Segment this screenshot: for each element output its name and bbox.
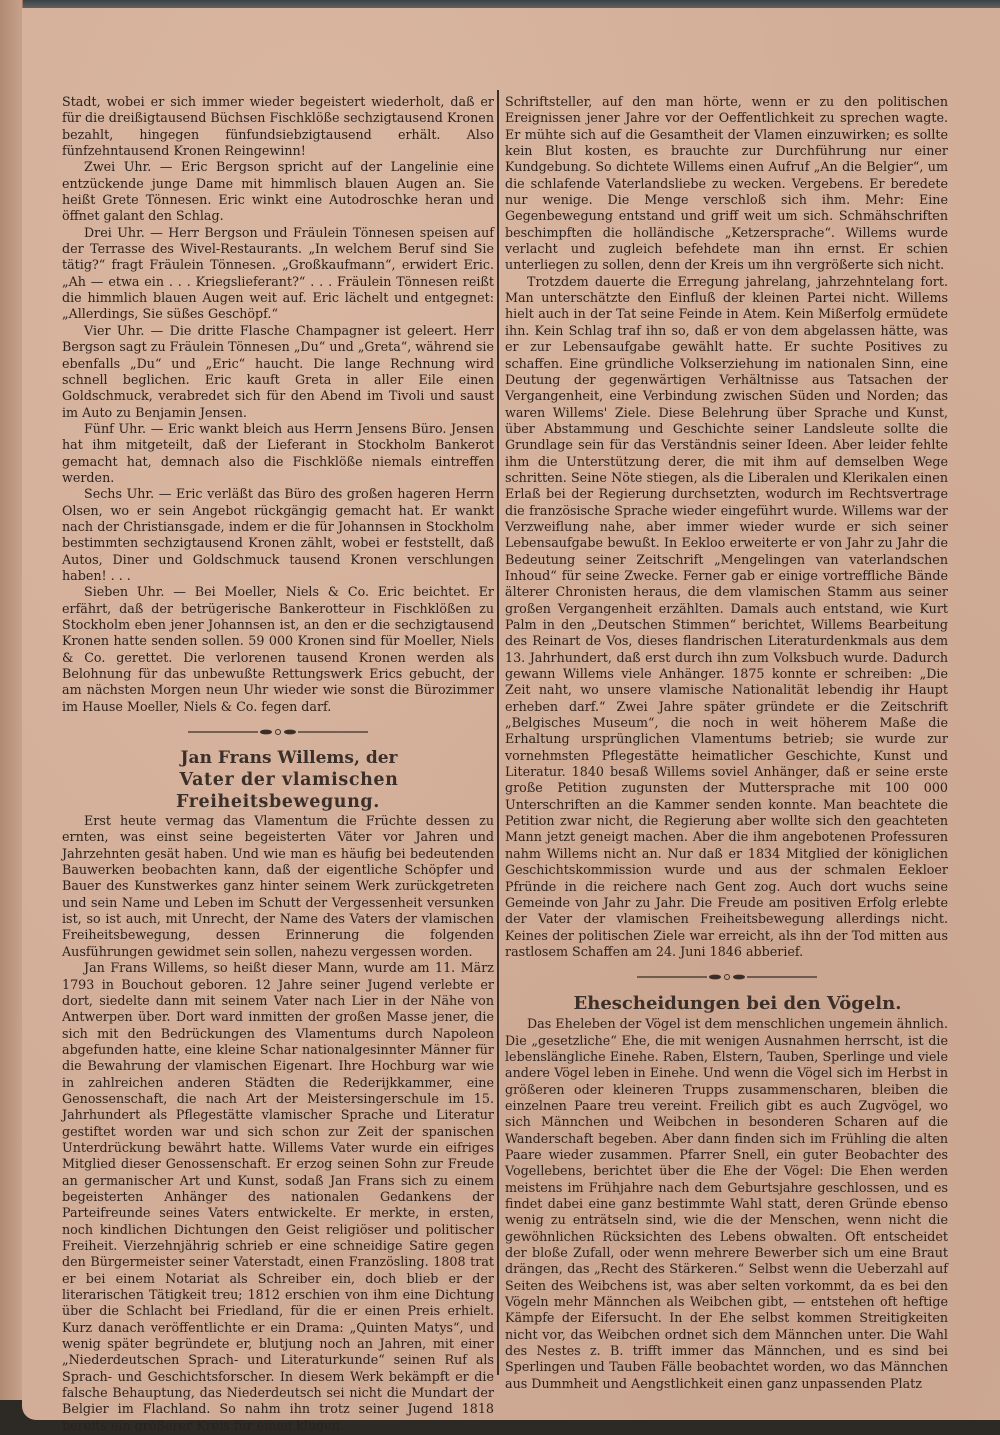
story-paragraph: Vier Uhr. — Die dritte Flasche Champagner ist geleert. Herr Bergson sagt zu Fräulein Tönnesen „Du“ und „Greta“, während sie ebenfalls „Du“ und „Eric“ haucht. Die lange Rechnung wird schnell beglichen. Eric kauft Greta in aller Eile einen Goldschmuck, verabredet sich für den Abend im Tivoli und saust im Auto zu Benjamin Jensen. bbox=[62, 322, 494, 420]
story-paragraph: Stadt, wobei er sich immer wieder begeistert wiederholt, daß er für die dreißigtausend Büchsen Fischklöße sechzigtausend Kronen bezahlt, hingegen fünfundsiebzigtausend erhält. Also fünfzehntausend Kronen Reingewinn! bbox=[62, 94, 494, 159]
column-divider bbox=[497, 90, 499, 1375]
right-column bbox=[505, 94, 948, 1392]
story-paragraph: Sechs Uhr. — Eric verläßt das Büro des großen hageren Herrn Olsen, wo er sein Angebot rückgängig gemacht hat. Er wankt nach der Christiansgade, indem er die für Johannsen in Stockholm bestimmten sechzigtausend Kronen zählt, wobei er feststellt, daß Autos, Diner und Goldschmuck tausend Kronen verschlungen haben! . . . bbox=[62, 486, 494, 583]
story-paragraph: Drei Uhr. — Herr Bergson und Fräulein Tönnesen speisen auf der Terrasse des Wivel-Restaurants. „In welchem Beruf sind Sie tätig?“ fragt Fräulein Tönnesen. „Großkaufmann“, erwidert Eric. „Ah — etwa ein . . . Kriegslieferant?“ . . . Fräulein Tönnesen reißt die himmlich blauen Augen weit auf. Eric lächelt und entgegnet: „Allerdings, Sie süßes Geschöpf.“ bbox=[62, 224, 494, 322]
ornamental-divider bbox=[188, 727, 368, 737]
second-article-title: Ehescheidungen bei den Vögeln. bbox=[573, 993, 902, 1015]
story-paragraph: Zwei Uhr. — Eric Bergson spricht auf der Langelinie eine entzückende junge Dame mit himmlisch blauen Augen an. Sie heißt Grete Tönnesen. Eric winkt eine Autodroschke heran und öffnet galant den Schlag. bbox=[62, 159, 494, 224]
article-paragraph: Schriftsteller, auf den man hörte, wenn er zu den politischen Ereignissen jener Jahre vor der Oeffentlichkeit zu sprechen wagte. Er mühte sich auf die Gesamtheit der Vlamen einzuwirken; es sollte kein Blut kosten, es brauchte zur Durchführung nur einer Kundgebung. So dichtete Willems einen Aufruf „An die Belgier“, um die schlafende Vaterlandsliebe zu wecken. Vergebens. Er beredete nur wenige. Die Menge verschloß sich ihm. Mehr: Eine Gegenbewegung entstand und griff weit um sich. Schmähschriften beschimpften die holländische „Ketzersprache“. Willems wurde verlacht und zugleich befehdete man ihn ernst. Er schien unterliegen zu sollen, denn der Kreis um ihn vergrößerte sich nicht. bbox=[505, 94, 948, 273]
ornamental-divider bbox=[637, 972, 817, 982]
article-paragraph: Trotzdem dauerte die Erregung jahrelang, jahrzehntelang fort. Man unterschätzte den Einfluß der kleinen Partei nicht. Willems hielt auch in der Tat seine Feinde in Atem. Kein Mißerfolg ermüdete ihn. Kein Schlag traf ihn so, daß er von dem abgelassen hätte, was er zur Lebensaufgabe gewählt hatte. Er suchte Positives zu schaffen. Eine gründliche Volkserziehung im nationalen Sinn, eine Deutung der gegenwärtigen Verhältnisse aus Tatsachen der Vergangenheit, eine Verbindung zwischen Süden und Norden; das waren Willems' Ziele. Diese Belehrung über Sprache und Kunst, über Abstammung und Geschichte seiner Landsleute sollte die Grundlage sein für das Verständnis seiner Ideen. Aber leider fehlte ihm die Unterstützung derer, die mit ihm auf demselben Wege schritten. Seine Nöte stiegen, als die Liberalen und Klerikalen einen Erlaß bei der Regierung durchsetzten, wodurch im Rechtsvertrage die französische Sprache wieder eingeführt wurde. Willems war der Verzweiflung nahe, aber immer wieder wurde er sich seiner Lebensaufgabe bewußt. In Eekloo erweiterte er von Jahr zu Jahr die Bedeutung seiner Zeitschrift „Mengelingen van vaterlandschen Inhoud“ für seine Zwecke. Ferner gab er einige vortreffliche Bände älterer Chronisten heraus, die dem vlamischen Stamm aus seiner großen Vergangenheit erzählten. Damals auch entstand, wie Kurt Palm in den „Deutschen Stimmen“ berichtet, Willems Bearbeitung des Reinart de Vos, dieses flandrischen Literaturdenkmals aus dem 13. Jahrhundert, daß erst durch ihn zum Volksbuch wurde. Dadurch gewann Willems viele Anhänger. 1875 konnte er schreiben: „Die Zeit naht, wo unsere vlamische Nationalität lebendig ihr Haupt erheben darf.“ Zwei Jahre später gründete er die Zeitschrift „Belgisches Museum“, die noch in weit höherem Maße die Erhaltung ursprünglichen Vlamentums betrieb; sie wurde zur vornehmsten Pflegestätte heimatlicher Geschichte, Kunst und Literatur. 1840 besaß Willems soviel Anhänger, daß er seine erste große Petition zugunsten der Muttersprache mit 100 000 Unterschriften an die Kammer senden konnte. Man beachtete die Petition zwar nicht, die Regierung aber wollte sich den geachteten Mann jetzt geneigt machen. Aber die ihm angebotenen Professuren nahm Willems nicht an. Nur daß er 1834 Mitglied der königlichen Geschichtskommission wurde und aus der schmalen Eekloer Pfründe in die reichere nach Gent zog. Auch dort wuchs seine Gemeinde von Jahr zu Jahr. Die Freude am positiven Erfolg erlebte der Vater der vlamischen Freiheitsbewegung allerdings nicht. Keines der politischen Ziele war erreicht, als ihn der Tod mitten aus rastlosem Schaffen am 24. Juni 1846 abberief. bbox=[505, 273, 948, 959]
newspaper-page bbox=[22, 8, 1000, 1433]
left-column bbox=[62, 94, 494, 1434]
story-paragraph: Sieben Uhr. — Bei Moeller, Niels & Co. Eric beichtet. Er erfährt, daß der betrügerische Bankerotteur in Fischklößen zu Stockholm eben jener Johannsen ist, an den er die sechzigtausend Kronen hatte senden sollen. 59 000 Kronen sind für Moeller, Niels & Co. gerettet. Die verlorenen tausend Kronen werden als Belohnung für das unbewußte Rettungswerk Erics gebucht, der am nächsten Morgen neun Uhr wieder wie sonst die Bürozimmer im Hause Moeller, Niels & Co. fegen darf. bbox=[62, 584, 494, 714]
article-paragraph: Jan Frans Willems, so heißt dieser Mann, wurde am 11. März 1793 in Bouchout geboren. 12 Jahre seiner Jugend verlebte er dort, siedelte dann mit seinem Vater nach Lier in der Nähe von Antwerpen über. Dort ward inmitten der großen Masse jener, die sich mit den Bedrückungen des Vlamentums durch Napoleon abgefunden hatte, eine kleine Schar nationalgesinnter Männer für die Bewahrung der vlamischen Eigenart. Ihre Hochburg war wie in zahlreichen anderen Städten die Rederijkkammer, eine Genossenschaft, die nach Art der Meistersingerschule im 15. Jahrhundert als Pflegestätte vlamischer Sprache und Literatur gestiftet worden war und sich schon zur Zeit der spanischen Unterdrückung bewährt hatte. Willems Vater wurde ein eifriges Mitglied dieser Genossenschaft. Er erzog seinen Sohn zur Freude an germanischer Art und Kunst, sodaß Jan Frans sich zu einem begeisterten Anhänger des nationalen Gedankens der Parteifreunde seines Vaters entwickelte. Er merkte, in ersten, noch kindlichen Dichtungen den Geist religiöser und politischer Freiheit. Vierzehnjährig schrieb er eine schneidige Satire gegen den Bürgermeister seiner Vaterstadt, einen Französling. 1808 trat er bei einem Notariat als Schreiber ein, doch blieb er der literarischen Tätigkeit treu; 1812 erschien von ihm eine Dichtung über die Schlacht bei Friedland, für die er einen Preis erhielt. Kurz danach veröffentlichte er ein Drama: „Quinten Matys“, und wenig später begründete er, blutjung noch an Jahren, mit einer „Niederdeutschen Sprach- und Literaturkunde“ seinen Ruf als Sprach- und Geschichtsforscher. In diesem Werk bekämpft er die falsche Behauptung, das Niederdeutsch sei nicht die Mundart der Belgier im Flachland. So nahm ihn trotz seiner Jugend 1818 bereits ein größerer Kreis für einen klugen bbox=[62, 960, 494, 1433]
article-paragraph: Das Eheleben der Vögel ist dem menschlichen ungemein ähnlich. Die „gesetzliche“ Ehe, die mit wenigen Ausnahmen herrscht, ist die lebenslängliche Einehe. Raben, Elstern, Tauben, Sperlinge und viele andere Vögel leben in Einehe. Und wenn die Vögel sich im Herbst in größeren oder kleineren Trupps zusammenscharen, bleiben die einzelnen Paare treu vereint. Freilich gibt es auch Zugvögel, wo sich Männchen und Weibchen in besonderen Scharen auf die Wanderschaft begeben. Aber dann finden sich im Frühling die alten Paare wieder zusammen. Pfarrer Snell, ein guter Beobachter des Vogellebens, berichtet über die Ehe der Vögel: Die Ehen werden meistens im Frühjahre nach dem Geburtsjahre geschlossen, und es findet dabei eine ganz bestimmte Wahl statt, deren Gründe ebenso wenig zu enträtseln sind, wie die der Menschen, wenn nicht die gewöhnlichen Rücksichten des Lebens obwalten. Oft entscheidet der bloße Zufall, oder wenn mehrere Bewerber sich um eine Braut drängen, das „Recht des Stärkeren.“ Selbst wenn die Ueberzahl auf Seiten des Weibchens ist, was aber selten vorkommt, da es bei den Vögeln mehr Männchen als Weibchen gibt, — entstehen oft heftige Kämpfe der Eifersucht. In der Ehe selbst kommen Streitigkeiten nicht vor, das Weibchen ordnet sich dem Männchen unter. Die Wahl des Nestes z. B. trifft immer das Männchen, und es sind bei Sperlingen und Tauben Fälle beobachtet worden, wo das Männchen aus Dummheit und Aengstlichkeit einen ganz unpassenden Platz bbox=[505, 1016, 948, 1391]
story-paragraph: Fünf Uhr. — Eric wankt bleich aus Herrn Jensens Büro. Jensen hat ihm mitgeteilt, daß der Lieferant in Stockholm Bankerot gemacht hat, demnach also die Fischklöße niemals eintreffen werden. bbox=[62, 420, 494, 485]
adjacent-page-edge bbox=[0, 0, 23, 1400]
article-title-line-1: Jan Frans Willems, der bbox=[180, 748, 398, 769]
article-title-line-2: Vater der vlamischen Freiheitsbewegung. bbox=[176, 770, 399, 813]
article-paragraph: Erst heute vermag das Vlamentum die Früchte dessen zu ernten, was einst seine begeisterten Väter vor Jahren und Jahrzehnten gesät haben. Und wie man es häufig bei bedeutenden Bauwerken beobachten kann, daß der eigentliche Schöpfer und Bauer des Kunstwerkes ganz hinter seinem Werk zurückgetreten und sein Name und Leben im Schutt der Vergessenheit versunken ist, so ist auch, mit Unrecht, der Name des Vaters der vlamischen Freiheitsbewegung, dessen Erinnerung die folgenden Ausführungen gewidmet sein sollen, nahezu vergessen worden. bbox=[62, 813, 494, 959]
